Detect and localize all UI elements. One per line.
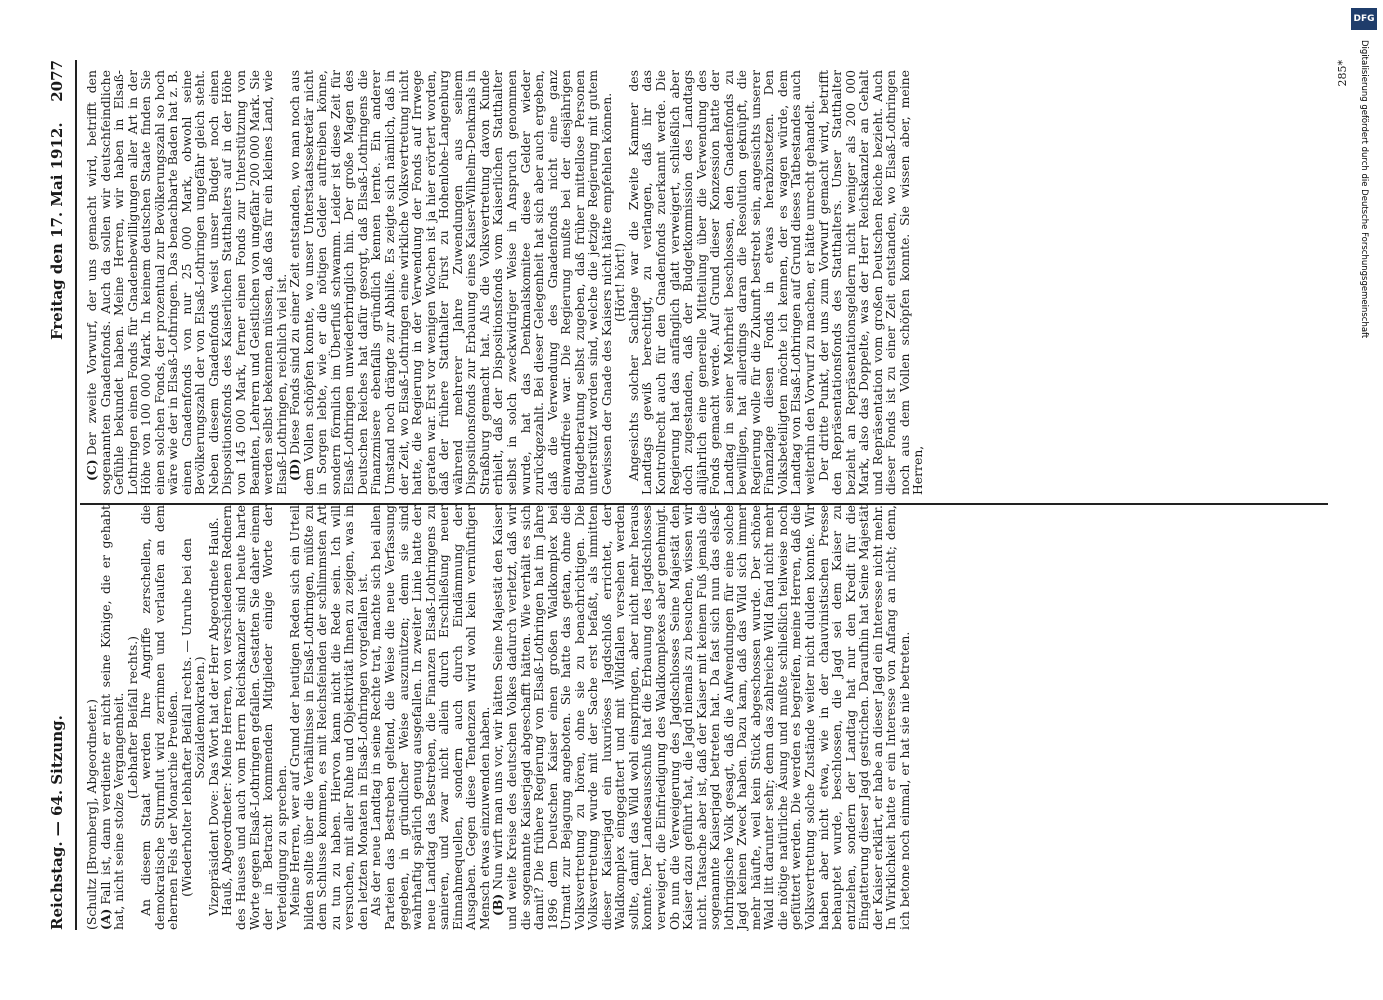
paragraph: An diesem Staat werden Ihre Angriffe zerschellen, die demokratische Sturmflut wird zerrinnen und verlaufen an dem ehernen Fels der Monarchie Preußen. [138,505,181,930]
margin-marker-a: (A) [97,908,113,930]
paragraph: Meine Herren, wer auf Grund der heutigen Reden sich ein Urteil bilden sollte über die Verhältnisse in Elsaß-Lothringen, müßte zu dem Schlusse kommen, es mit Reichsfeinden der schlimmsten Art zu tun zu haben. Hiervon kann nicht die Rede sein. Ich will versuchen, mit aller Ruhe und Objektivität Ihnen zu zeigen, was in den letzten Monaten in Elsaß-Lothringen vorgefallen ist. [287,505,370,930]
paragraph: (C)Der zweite Vorwurf, der uns gemacht wird, betrifft den sogenannten Gnadenfonds. Auch da sollen wir deutschfeindliche Gefühle bekundet haben. Meine Herren, wir haben in Elsaß-Lothringen einen Fonds für Gnadenbewilligungen aller Art in der Höhe von 100 000 Mark. In keinem deutschen Staate finden Sie einen solchen Fonds, der prozentual zur Bevölkerungszahl so hoch wäre wie der in Elsaß-Lothringen. Das benachbarte Baden hat z. B. einen Gnadenfonds von nur 25 000 Mark, obwohl seine Bevölkerungszahl der von Elsaß-Lothringen ungefähr gleich steht. Neben diesem Gnadenfonds weist unser Budget noch einen Dispositionsfonds des Kaiserlichen Statthalters auf in der Höhe von 145 000 Mark, ferner einen Fonds zur Unterstützung von Beamten, Lehrern und Geistlichen von ungefähr 200 000 Mark. Sie werden selbst bekennen müssen, daß das für ein kleines Land, wie Elsaß-Lothringen, reichlich viel ist. [84,70,289,495]
watermark-text: Digitalisierung gefördert durch die Deutsche Forschungsgemeinschaft [1359,40,1369,339]
margin-marker-c: (C) [84,459,99,481]
paragraph: Angesichts solcher Sachlage war die Zweite Kammer des Landtags gewiß berechtigt, zu verlangen, daß ihr das Kontrollrecht auch für den Gnadenfonds zuerkannt werde. Die Regierung hat das anfänglich glatt verweigert, schließlich aber doch zugestanden, daß der Budgetkommission des Landtags alljährlich eine generelle Mitteilung über die Verwendung des Fonds gemacht werde. Auf Grund dieser Konzession hatte der Landtag in seiner Mehrheit beschlossen, den Gnadenfonds zu bewilligen, hat allerdings daran die Resolution geknüpft, die Regierung wolle für die Zukunft bestrebt sein, angesichts unserer Finanzlage diesen Fonds in etwas herabzusetzen. Den Volksbeteiligten möchte ich kennen, der es wagen würde, dem Landtag von Elsaß-Lothringen auf Grund dieses Tatbestandes auch weiterhin den Vorwurf zu machen, er hätte unrecht gehandelt. [625,70,817,495]
page-number: 2077 [48,60,66,102]
margin-marker-d: (D) [287,458,303,481]
margin-marker-b: (B) [490,893,506,916]
right-column [85,70,925,495]
dfg-watermark [1343,0,1383,1000]
speaker-note: (Schultz [Bromberg], Abgeordneter.) [84,699,99,930]
dfg-logo-icon: DFG [1351,8,1377,30]
header-rule [75,60,77,930]
watermark-text-box [1357,40,1371,400]
paragraph: (A)Fall ist, dann verdiente er nicht seine Könige, die er gehabt hat, nicht seine stolze Vergangenheit. [97,505,127,930]
interjection: (Wiederholter lebhafter Beifall rechts. — Unruhe bei den Sozialdemokraten.) [178,538,208,897]
paragraph: (D)Diese Fonds sind zu einer Zeit entstanden, wo man noch aus dem Vollen schöpfen konnte, wo unser Unterstaatssekretär nicht in Sorgen lebte, wie er die nötigen Gelder auftreiben könne, sondern förmlich im Überfluß schwamm. Leider ist diese Zeit für Elsaß-Lothringen unwiederbringlich hin. Der große Magen des Deutschen Reiches hat dafür gesorgt, daß Elsaß-Lothringens die Finanzmisere ebenfalls gründlich kennen lernte. Ein anderer Umstand noch drängte zur Abhilfe. Es zeigte sich nämlich, daß in der Zeit, wo Elsaß-Lothringen eine wirkliche Volksvertretung nicht hatte, die Regierung in der Verwendung der Fonds auf Irrwege geraten war. Erst vor wenigen Wochen ist ja hier erörtert worden, daß der frühere Statthalter Fürst zu Hohenlohe-Langenburg während mehrerer Jahre Zuwendungen aus seinem Dispositionsfonds zur Erbauung eines Kaiser-Wilhelm-Denkmals in Straßburg gemacht hat. Als die Volksvertretung davon Kunde erhielt, daß der Dispositionsfonds vom Kaiserlichen Statthalter selbst in solch zweckwidriger Weise in Anspruch genommen wurde, hat das Denkmalskomitee diese Gelder wieder zurückgezahlt. Bei dieser Gelegenheit hat sich aber auch ergeben, daß die Verwendung des Gnadenfonds nicht eine ganz einwandfreie war. Die Regierung mußte bei der diesjährigen Budgetberatung selbst zugeben, daß früher mittellose Personen unterstützt worden sind, welche die jetzige Regierung mit gutem Gewissen der Gnade des Kaisers nicht hätte empfehlen können. [287,70,614,495]
paragraph: (B)Nun wirft man uns vor, wir hätten Seine Majestät den Kaiser und weite Kreise des deutschen Volkes dadurch verletzt, daß wir die sogenannte Kaiserjagd abgeschafft hätten. Wie verhält es sich damit? Die frühere Regierung von Elsaß-Lothringen hat im Jahre 1896 dem Deutschen Kaiser einen großen Waldkomplex bei Urmatt zur Bejagung angeboten. Sie hatte das getan, ohne die Volksvertretung zu hören, ohne sie zu benachrichtigen. Die Volksvertretung wurde mit der Sache erst befaßt, als inmitten dieser Kaiserjagd ein luxuriöses Jagdschloß errichtet, der Waldkomplex eingegattert und mit Wildfallen versehen werden sollte, damit das Wild wohl einspringen, aber nicht mehr heraus konnte. Der Landesausschuß hat die Erbauung des Jagdschlosses verweigert, die Einfriedigung des Waldkomplexes aber genehmigt. Ob nun die Verweigerung des Jagdschlosses Seine Majestät den Kaiser dazu geführt hat, die Jagd niemals zu besuchen, wissen wir nicht. Tatsache aber ist, daß der Kaiser mit keinem Fuß jemals die sogenannte Kaiserjagd betreten hat. Da fast sich nun das elsaß-lothringische Volk gesagt, daß die Aufwendungen für eine solche Jagd keinen Zweck haben. Dazu kam, daß das Wild sich immer mehr häufte, weil kein Stück abgeschossen wurde. Der schöne Wald litt darunter sehr; denn das zahlreiche Wild fand nicht mehr die nötige natürliche Äsung und mußte schließlich teilweise noch gefüttert werden. Die werden es begreifen, meine Herren, daß die Volksvertretung solche Zustände weiter nicht dulden konnte. Wir haben aber nicht etwa, wie in der chauvinistischen Presse behauptet wurde, beschlossen, die Jagd sei dem Kaiser zu entziehen, sondern der Landtag hat nur den Kredit für die Eingatterung dieser Jagd gestrichen. Daraufhin hat Seine Majestät der Kaiser erklärt, er habe an dieser Jagd ein Interesse nicht mehr. In Wirklichkeit hatte er ein Interesse von Anfang an nicht; denn, ich betone noch einmal, er hat sie nie betreten. [490,505,912,930]
left-column [85,505,911,930]
paragraph: Vizepräsident Dove: Das Wort hat der Herr Abgeordnete Hauß. [205,517,221,916]
interjection: (Hört! hört!) [612,242,628,323]
header-date: Freitag den 17. Mai 1912. [48,122,66,340]
header-left: Reichstag. — 64. Sitzung. [48,715,66,930]
signature-mark: 285* [1336,60,1349,87]
paragraph: Der dritte Punkt, der uns zum Vorwurf gemacht wird, betrifft den Repräsentationsfonds des Statthalters. Unser Statthalter bezieht an Repräsentationsgeldern nicht weniger als 200 000 Mark, also das Doppelte, was der Herr Reichskanzler an Gehalt und Repräsentation vom großen Deutschen Reiche bezieht. Auch dieser Fonds ist zu einer Zeit entstanden, wo Elsaß-Lothringen noch aus dem Vollen schöpfen konnte. Sie wissen aber, meine Herren, [815,70,926,495]
interjection: (Lebhafter Beifall rechts.) [124,636,140,799]
page-header [48,60,78,930]
paragraph: Hauß, Abgeordneter: Meine Herren, von verschiedenen Rednern des Hauses und auch vom Herrn Reichskanzler sind heute harte Worte gegen Elsaß-Lothringen gefallen. Gestatten Sie daher einem der in Betracht kommenden Mitglieder einige Worte der Verteidigung zu sprechen. [219,505,289,930]
paragraph: Als der neue Landtag in seine Rechte trat, machte sich bei allen Parteien das Bestreben geltend, die Weise die neue Verfassung gegeben, in gründlicher Weise auszunützen; denn sie sind wahrhaftig spärlich genug ausgefallen. In zweiter Linie hatte der neue Landtag das Bestreben, die Finanzen Elsaß-Lothringens zu sanieren, und zwar nicht allein durch Erschließung neuer Einnahmequellen, sondern auch durch Eindämmung der Ausgaben. Gegen diese Tendenzen wird wohl kein vernünftiger Mensch etwas einzuwenden haben. [368,505,492,930]
